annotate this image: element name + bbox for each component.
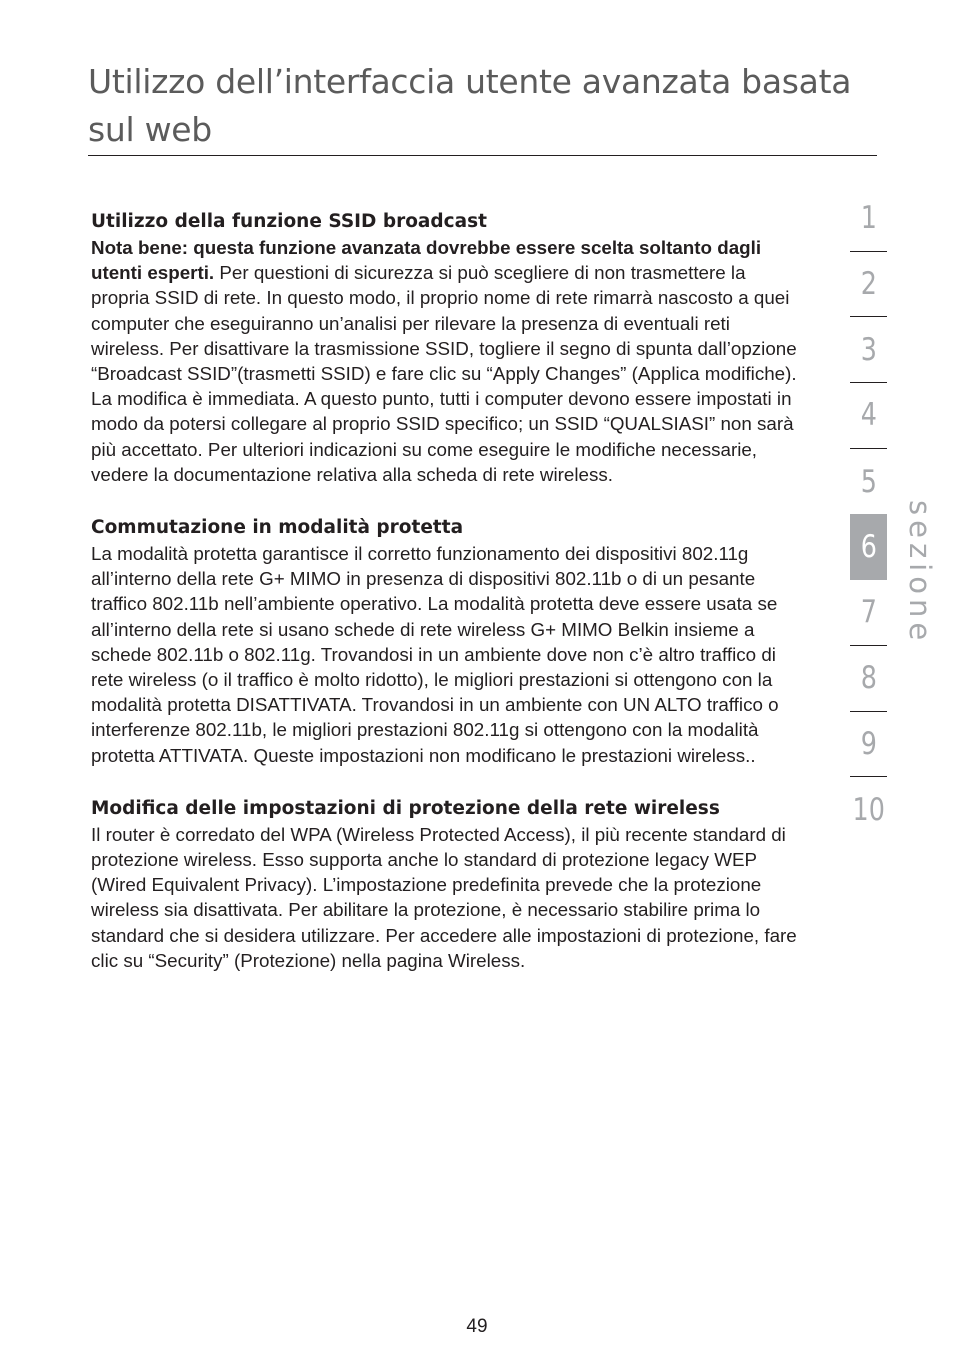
section-nav-item-10[interactable]: 10 <box>852 792 885 829</box>
section-nav-item-8[interactable]: 8 <box>850 646 887 712</box>
section-nav-item-5[interactable]: 5 <box>860 463 877 500</box>
section-heading: Modifica delle impostazioni di protezione della rete wireless <box>91 797 720 819</box>
section-wireless-security <box>91 796 806 973</box>
section-ssid-broadcast <box>91 209 806 487</box>
section-heading: Commutazione in modalità protetta <box>91 517 464 539</box>
section-nav <box>850 186 887 843</box>
section-nav-item-7[interactable]: 7 <box>850 580 887 646</box>
section-nav-item-1[interactable]: 1 <box>850 186 887 252</box>
bold-note: Nota bene: questa funzione avanzata dovrebbe essere scelta soltanto dagli utenti esperti. <box>91 237 762 284</box>
section-heading: Utilizzo della funzione SSID broadcast <box>91 211 487 232</box>
section-nav-item-6-active[interactable]: 6 <box>850 514 887 580</box>
section-nav-item-4[interactable]: 4 <box>850 383 887 449</box>
section-protected-mode <box>91 515 806 768</box>
section-nav-item-3[interactable]: 3 <box>850 317 887 383</box>
body-text: Per questioni di sicurezza si può scegliere di non trasmettere la propria SSID di rete. In questo modo, il proprio nome di rete rimarrà nascosto a quei computer che eseguiranno un’analisi per rilevare la presenza di eventuali reti wireless. Per disattivare la trasmissione SSID, togliere il segno di spunta dall’opzione “Broadcast SSID”(trasmetti SSID) e fare clic su “Apply Changes” (Applica modifiche). La modifica è immediata. A questo punto, tutti i computer devono essere impostati in modo da potersi collegare al proprio SSID specifico; un SSID “QUALSIASI” non sarà più accettato. Per ulteriori indicazioni su come eseguire le modifiche necessarie, vedere la documentazione relativa alla scheda di rete wireless. <box>91 262 797 485</box>
section-body: La modalità protetta garantisce il corretto funzionamento dei dispositivi 802.11g all’interno della rete G+ MIMO in presenza di dispositivi 802.11b o di un pesante traffico 802.11b nell’ambiente operativo. La modalità protetta deve essere usata se all’interno della rete si usano schede di rete wireless G+ MIMO Belkin insieme a schede 802.11b o 802.11g. Trovandosi in un ambiente dove non c’è altro traffico di rete wireless (o il traffico è molto ridotto), le migliori prestazioni si ottengono con la modalità protetta DISATTIVATA. Trovandosi in un ambiente con UN ALTO traffico o interferenze 802.11b, le migliori prestazioni 802.11g si ottengono con la modalità protetta ATTIVATA. Queste impostazioni non modificano le prestazioni wireless.. <box>91 543 779 766</box>
title-divider <box>88 155 877 156</box>
main-content <box>91 209 806 1001</box>
section-body: Il router è corredato del WPA (Wireless Protected Access), il più recente standard di protezione wireless. Esso supporta anche lo standard di protezione legacy WEP (Wired Equivalent Privacy). L’impostazione predefinita prevede che la protezione wireless sia disattivata. Per abilitare la protezione, è necessario stabilire prima lo standard che si desidera utilizzare. Per accedere alle impostazioni di protezione, fare clic su “Security” (Protezione) nella pagina Wireless. <box>91 823 797 971</box>
section-nav-item-2[interactable]: 2 <box>850 252 887 318</box>
sezione-label: sezione <box>903 500 937 646</box>
page-number: 49 <box>466 1316 488 1337</box>
section-body <box>91 235 806 487</box>
section-nav-item-9[interactable]: 9 <box>850 712 887 778</box>
page-title: Utilizzo dell’interfaccia utente avanzata basata sul web <box>88 62 852 149</box>
